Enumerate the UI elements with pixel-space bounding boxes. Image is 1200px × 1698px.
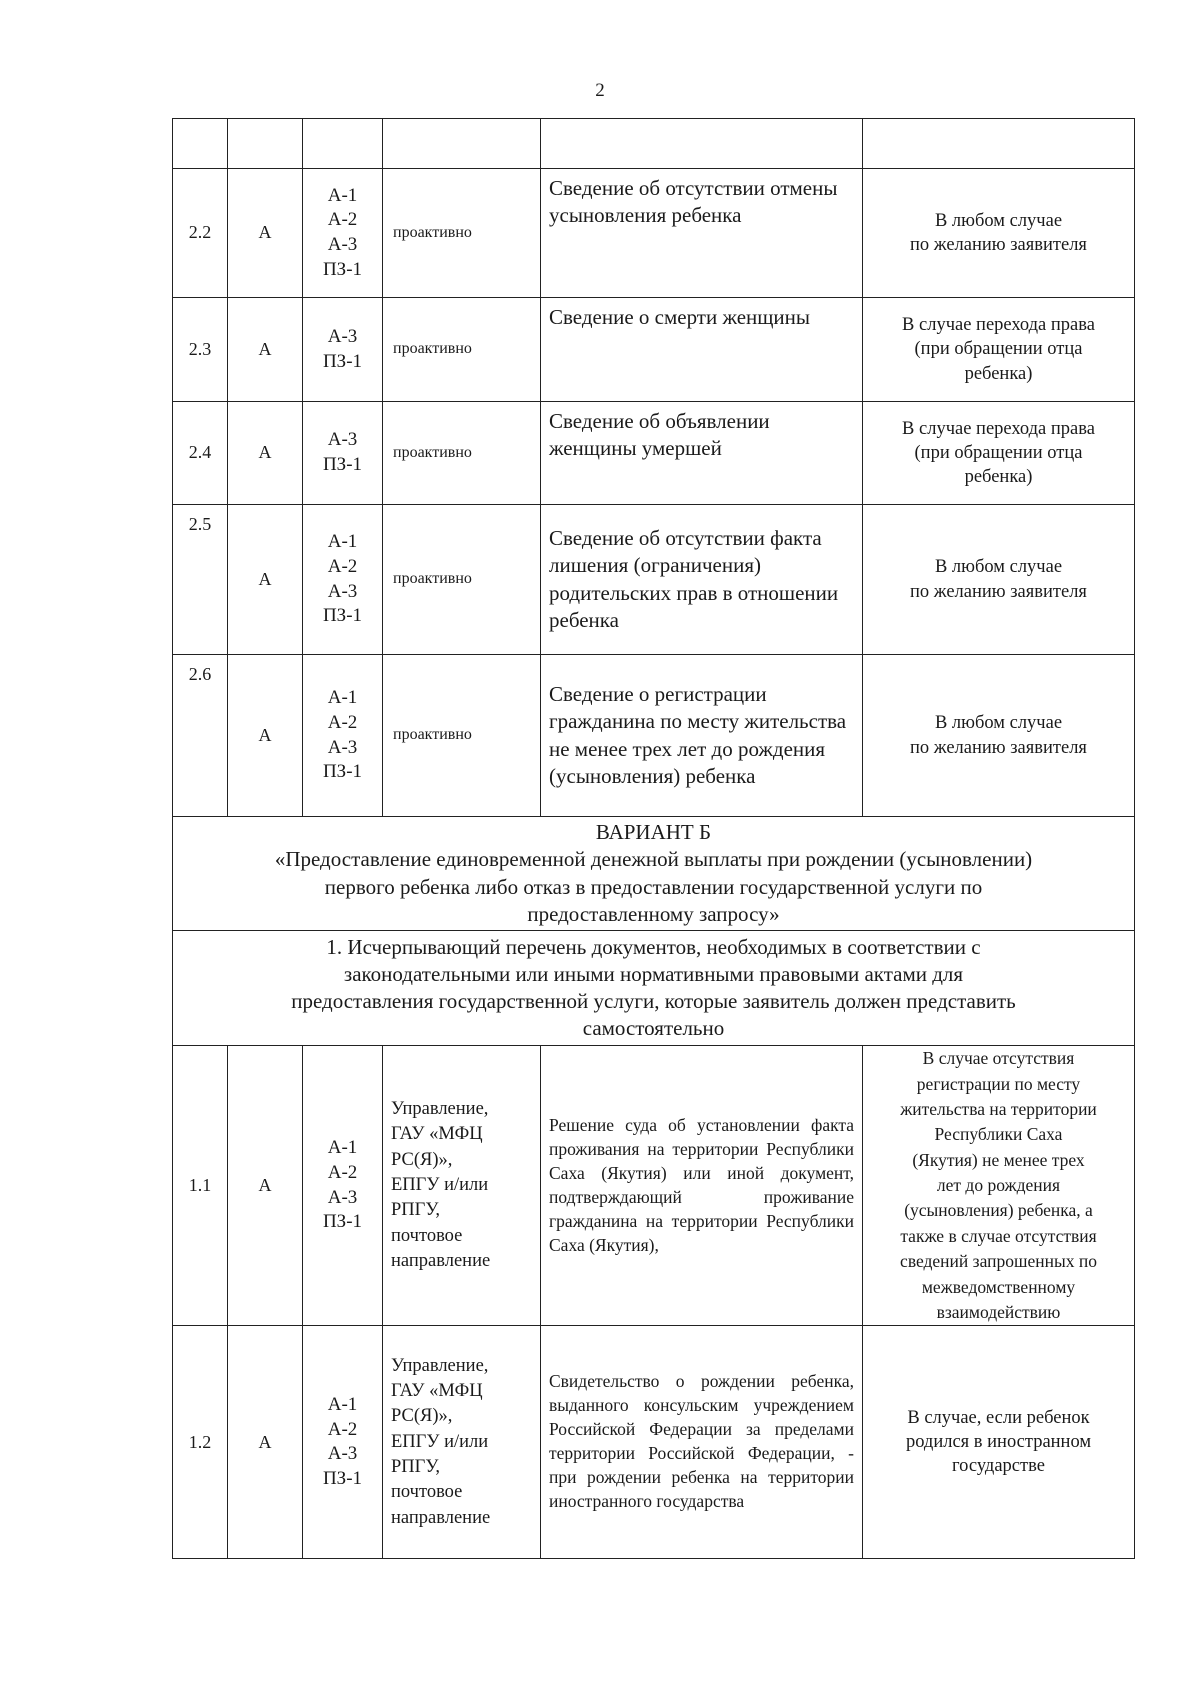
table-header-row	[173, 119, 1135, 169]
table-row	[173, 298, 1135, 402]
row-applicants: А-1 А-2 А-3 ПЗ-1	[303, 1326, 383, 1559]
table-row	[173, 402, 1135, 505]
row-applicants: А-3 ПЗ-1	[303, 298, 383, 402]
row-source: Управление, ГАУ «МФЦ РС(Я)», ЕПГУ и/или РПГУ, почтовое направление	[383, 1046, 541, 1326]
row-condition: В случае отсутствия регистрации по месту жительства на территории Республики Саха (Якутия) не менее трех лет до рождения (усыновления) ребенка, а также в случае отсутствия сведений запрошенных по межведомственному взаимодействию	[863, 1046, 1135, 1326]
row-category: А	[228, 169, 303, 298]
row-applicants: А-1 А-2 А-3 ПЗ-1	[303, 1046, 383, 1326]
row-source: проактивно	[383, 655, 541, 817]
documents-table	[172, 118, 1135, 1559]
table-row	[173, 655, 1135, 817]
row-applicants: А-1 А-2 А-3 ПЗ-1	[303, 505, 383, 655]
row-document: Сведение об отсутствии факта лишения (ограничения) родительских прав в отношении ребенка	[541, 505, 863, 655]
row-document: Сведение об отсутствии отмены усыновления ребенка	[541, 169, 863, 298]
row-applicants: А-3 ПЗ-1	[303, 402, 383, 505]
row-condition: В случае перехода права (при обращении отца ребенка)	[863, 298, 1135, 402]
table-row	[173, 169, 1135, 298]
row-category: А	[228, 1046, 303, 1326]
row-condition: В любом случае по желанию заявителя	[863, 169, 1135, 298]
row-condition: В любом случае по желанию заявителя	[863, 655, 1135, 817]
row-document: Сведение об объявлении женщины умершей	[541, 402, 863, 505]
row-source: проактивно	[383, 169, 541, 298]
row-category: А	[228, 505, 303, 655]
variant-banner-row	[173, 817, 1135, 931]
row-condition: В случае, если ребенок родился в иностранном государстве	[863, 1326, 1135, 1559]
page-number: 2	[595, 80, 605, 101]
table-row	[173, 1046, 1135, 1326]
variant-banner: ВАРИАНТ Б «Предоставление единовременной денежной выплаты при рождении (усыновлении) первого ребенка либо отказ в предоставлении государственной услуги по предоставленному запросу»	[173, 817, 1135, 931]
row-category: А	[228, 298, 303, 402]
row-document: Сведение о смерти женщины	[541, 298, 863, 402]
row-document: Сведение о регистрации гражданина по месту жительства не менее трех лет до рождения (усыновления) ребенка	[541, 655, 863, 817]
row-category: А	[228, 655, 303, 817]
row-source: Управление, ГАУ «МФЦ РС(Я)», ЕПГУ и/или РПГУ, почтовое направление	[383, 1326, 541, 1559]
row-number: 1.1	[173, 1046, 228, 1326]
row-number: 2.4	[173, 402, 228, 505]
row-number: 2.2	[173, 169, 228, 298]
list-header: 1. Исчерпывающий перечень документов, необходимых в соответствии с законодательными или иными нормативными правовыми актами для предоставления государственной услуги, которые заявитель должен представить самостоятельно	[173, 931, 1135, 1046]
row-condition: В случае перехода права (при обращении отца ребенка)	[863, 402, 1135, 505]
table-row	[173, 1326, 1135, 1559]
row-category: А	[228, 402, 303, 505]
list-header-row	[173, 931, 1135, 1046]
table-row	[173, 505, 1135, 655]
row-source: проактивно	[383, 505, 541, 655]
row-category: А	[228, 1326, 303, 1559]
row-number: 1.2	[173, 1326, 228, 1559]
row-applicants: А-1 А-2 А-3 ПЗ-1	[303, 655, 383, 817]
row-document: Свидетельство о рождении ребенка, выданного консульским учреждением Российской Федерации за пределами территории Российской Федерации, - при рождении ребенка на территории иностранного государства	[541, 1326, 863, 1559]
row-number: 2.3	[173, 298, 228, 402]
row-source: проактивно	[383, 402, 541, 505]
row-source: проактивно	[383, 298, 541, 402]
variant-title: ВАРИАНТ Б	[595, 820, 712, 844]
row-condition: В любом случае по желанию заявителя	[863, 505, 1135, 655]
row-document: Решение суда об установлении факта проживания на территории Республики Саха (Якутия) или иной документ, подтверждающий проживание гражданина на территории Республики Саха (Якутия),	[541, 1046, 863, 1326]
row-applicants: А-1 А-2 А-3 ПЗ-1	[303, 169, 383, 298]
row-number: 2.6	[173, 655, 228, 817]
row-number: 2.5	[173, 505, 228, 655]
